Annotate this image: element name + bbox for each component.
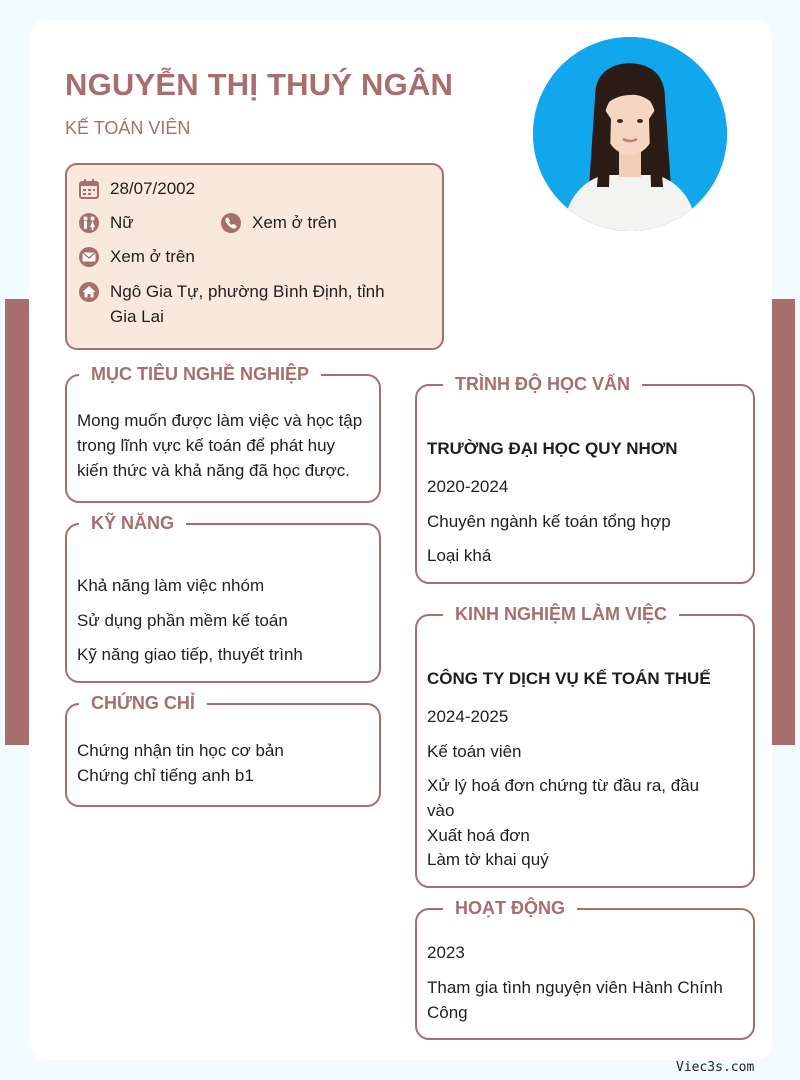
duty-item: Làm tờ khai quý	[427, 850, 549, 869]
address-value	[110, 279, 385, 329]
left-accent-band	[5, 299, 29, 745]
skill-item: Khả năng làm việc nhóm	[77, 576, 265, 595]
experience-section	[415, 604, 755, 888]
objective-line-2: trong lĩnh vực kế toán để phát huy	[77, 436, 336, 455]
phone-value: Xem ở trên	[252, 213, 337, 232]
education-grade: Loại khá	[427, 546, 492, 565]
experience-heading: KINH NGHIỆM LÀM VIỆC	[443, 602, 679, 626]
activity-line-2: Công	[427, 1003, 468, 1022]
gender-value: Nữ	[110, 213, 134, 232]
activities-heading: HOẠT ĐỘNG	[443, 896, 577, 920]
duty-item: Xử lý hoá đơn chứng từ đầu ra, đầu	[427, 776, 700, 795]
education-period: 2020-2024	[427, 477, 509, 496]
objective-line-3: kiến thức và khả năng đã học được.	[77, 461, 351, 480]
duty-item: vào	[427, 801, 455, 820]
certificates-section	[65, 693, 381, 807]
skills-section	[65, 513, 381, 683]
right-accent-band	[772, 299, 795, 745]
education-heading: TRÌNH ĐỘ HỌC VẤN	[443, 372, 642, 396]
school-name: TRƯỜNG ĐẠI HỌC QUY NHƠN	[427, 439, 678, 458]
activities-section	[415, 898, 755, 1040]
education-major: Chuyên ngành kế toán tổng hợp	[427, 512, 671, 531]
activity-year: 2023	[427, 943, 465, 962]
personal-info-box	[65, 163, 444, 350]
education-section	[415, 374, 755, 584]
calendar-icon	[78, 178, 100, 200]
skills-heading: KỸ NĂNG	[79, 511, 186, 535]
certificate-item: Chứng nhận tin học cơ bản	[77, 741, 284, 760]
home-icon	[78, 281, 100, 303]
candidate-title: KẾ TOÁN VIÊN	[65, 118, 191, 138]
objective-heading: MỤC TIÊU NGHỀ NGHIỆP	[79, 362, 321, 386]
address-line-2: Gia Lai	[110, 307, 164, 326]
phone-icon	[220, 212, 242, 234]
certificate-item: Chứng chỉ tiếng anh b1	[77, 766, 254, 785]
candidate-name: NGUYỄN THỊ THUÝ NGÂN	[65, 67, 454, 102]
skill-item: Kỹ năng giao tiếp, thuyết trình	[77, 645, 303, 664]
profile-photo	[533, 37, 727, 231]
address-row	[78, 279, 385, 329]
skill-item: Sử dụng phần mềm kế toán	[77, 611, 288, 630]
email-row	[78, 244, 195, 269]
email-value: Xem ở trên	[110, 247, 195, 266]
phone-row	[220, 210, 337, 235]
site-watermark: Viec3s.com	[676, 1060, 755, 1075]
dob-value: 28/07/2002	[110, 179, 196, 198]
objective-section	[65, 364, 381, 503]
address-line-1: Ngô Gia Tự, phường Bình Định, tỉnh	[110, 282, 385, 301]
experience-period: 2024-2025	[427, 707, 509, 726]
objective-line-1: Mong muốn được làm việc và học tập	[77, 411, 363, 430]
activity-line-1: Tham gia tình nguyện viên Hành Chính	[427, 978, 723, 997]
experience-position: Kế toán viên	[427, 742, 522, 761]
duty-item: Xuất hoá đơn	[427, 826, 530, 845]
company-name: CÔNG TY DỊCH VỤ KẾ TOÁN THUẾ	[427, 669, 711, 688]
certificates-heading: CHỨNG CHỈ	[79, 691, 207, 715]
dob-row	[78, 176, 195, 201]
gender-row	[78, 210, 134, 235]
gender-icon	[78, 212, 100, 234]
email-icon	[78, 246, 100, 268]
